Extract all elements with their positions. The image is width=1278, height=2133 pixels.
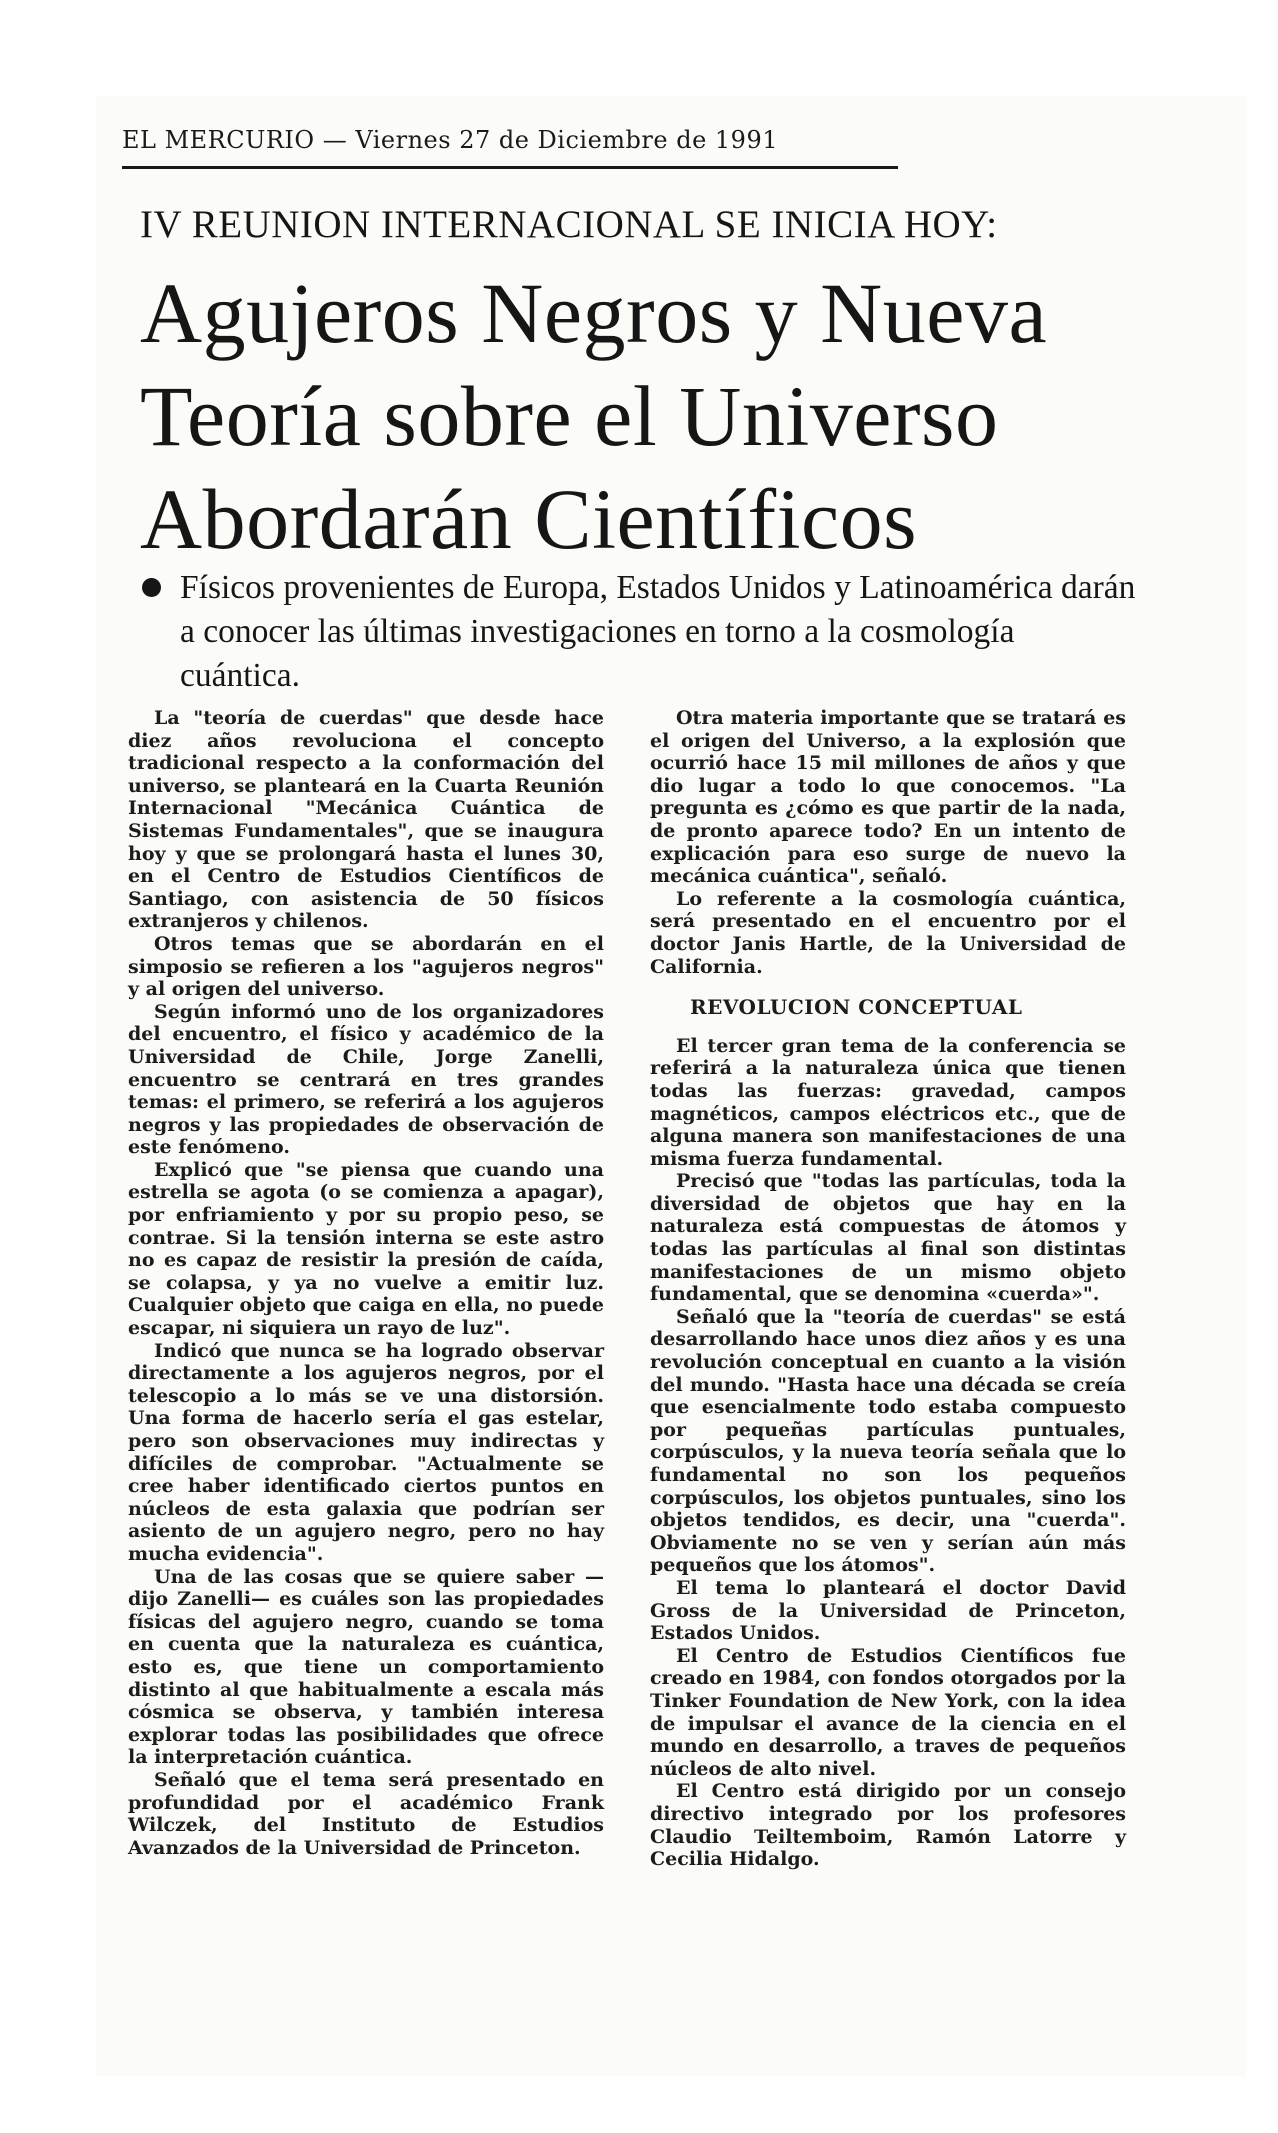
paragraph: Señaló que el tema será presentado en profundidad por el académico Frank Wilczek, del Instituto de Estudios Avanzados de la Universidad de Princeton. (128, 1768, 604, 1859)
paragraph: El tercer gran tema de la conferencia se referirá a la naturaleza única que tienen todas las fuerzas: gravedad, campos magnéticos, campos eléctricos etc., que de alguna manera son manifestaciones de una misma fuerza fundamental. (650, 1034, 1126, 1170)
paragraph: Según informó uno de los organizadores del encuentro, el físico y académico de la Universidad de Chile, Jorge Zanelli, encuentro se centrará en tres grandes temas: el primero, se referirá a los agujeros negros y las propiedades de observación de este fenómeno. (128, 1000, 604, 1159)
paragraph: El Centro está dirigido por un consejo directivo integrado por los profesores Claudio Teiltemboim, Ramón Latorre y Cecilia Hidalgo. (650, 1780, 1126, 1871)
paragraph: Otra materia importante que se tratará es el origen del Universo, a la explosión que ocurrió hace 15 mil millones de años y que dio lugar a todo lo que conocemos. "La pregunta es ¿cómo es que partir de la nada, de pronto aparece todo? En un intento de explicación para eso surge de nuevo la mecánica cuántica", señaló. (650, 707, 1126, 888)
subhead-text: Físicos provenientes de Europa, Estados Unidos y Latinoamérica darán a conocer las últimas investigaciones en torno a la cosmología cuántica. (180, 569, 1136, 694)
bullet-icon (142, 578, 161, 597)
headline (140, 262, 1200, 571)
paragraph: Otros temas que se abordarán en el simposio se refieren a los "agujeros negros" y al origen del universo. (128, 932, 604, 1001)
subhead (142, 566, 1142, 698)
column-right (650, 707, 1126, 1871)
paragraph: Explicó que "se piensa que cuando una estrella se agota (o se comienza a apagar), por enfriamiento y por su propio peso, se contrae. Si la tensión interna se este astro no es capaz de resistir la presión de caída, se colapsa, y ya no vuelve a emitir luz. Cualquier objeto que caiga en ella, no puede escapar, ni siquiera un rayo de luz". (128, 1158, 604, 1340)
paragraph: Lo referente a la cosmología cuántica, será presentado en el encuentro por el doctor Janis Hartle, de la Universidad de California. (650, 887, 1126, 978)
section-title: REVOLUCION CONCEPTUAL (690, 995, 1023, 1020)
paragraph: Señaló que la "teoría de cuerdas" se está desarrollando hace unos diez años y es una revolución conceptual en cuanto a la visión del mundo. "Hasta hace una década se creía que esencialmente todo estaba compuesto por pequeñas partículas puntuales, corpúsculos, y la nueva teoría señala que lo fundamental no son los pequeños corpúsculos, los objetos puntuales, sino los objetos tendidos, es decir, una "cuerda". Obviamente no se ven y serían aún más pequeños que los átomos". (650, 1305, 1126, 1577)
headline-line: Teoría sobre el Universo (140, 368, 999, 464)
masthead-rule (122, 166, 898, 169)
headline-line: Abordarán Científicos (140, 471, 918, 567)
headline-line: Agujeros Negros y Nueva (140, 265, 1048, 361)
masthead: EL MERCURIO — Viernes 27 de Diciembre de 1991 (122, 126, 778, 154)
paragraph: Una de las cosas que se quiere saber —dijo Zanelli— es cuáles son las propiedades físicas del agujero negro, cuando se toma en cuenta que la naturaleza es cuántica, esto es, que tiene un comportamiento distinto al que habitualmente a escala más cósmica se observa, y también interesa explorar todas las posibilidades que ofrece la interpretación cuántica. (128, 1565, 604, 1769)
paragraph: El Centro de Estudios Científicos fue creado en 1984, con fondos otorgados por la Tinker Foundation de New York, con la idea de impulsar el avance de la ciencia en el mundo en desarrollo, a traves de pequeños núcleos de alto nivel. (650, 1644, 1126, 1780)
paragraph: La "teoría de cuerdas" que desde hace diez años revoluciona el concepto tradicional respecto a la conformación del universo, se planteará en la Cuarta Reunión Internacional "Mecánica Cuántica de Sistemas Fundamentales", que se inaugura hoy y que se prolongará hasta el lunes 30, en el Centro de Estudios Científicos de Santiago, con asistencia de 50 físicos extranjeros y chilenos. (128, 707, 604, 933)
paragraph: Precisó que "todas las partículas, toda la diversidad de objetos que hay en la naturaleza está compuestas de átomos y todas las partículas al final son distintas manifestaciones de un mismo objeto fundamental, que se denomina «cuerda»". (650, 1170, 1126, 1306)
paragraph: Indicó que nunca se ha logrado observar directamente a los agujeros negros, por el telescopio a lo más se ve una distorsión. Una forma de hacerlo sería el gas estelar, pero son observaciones muy indirectas y difíciles de comprobar. "Actualmente se cree haber identificado ciertos puntos en núcleos de esta galaxia que podrían ser asiento de un agujero negro, pero no hay mucha evidencia". (128, 1339, 604, 1565)
paragraph: El tema lo planteará el doctor David Gross de la Universidad de Princeton, Estados Unidos. (650, 1576, 1126, 1645)
kicker: IV REUNION INTERNACIONAL SE INICIA HOY: (140, 203, 998, 246)
column-left (128, 707, 604, 1859)
